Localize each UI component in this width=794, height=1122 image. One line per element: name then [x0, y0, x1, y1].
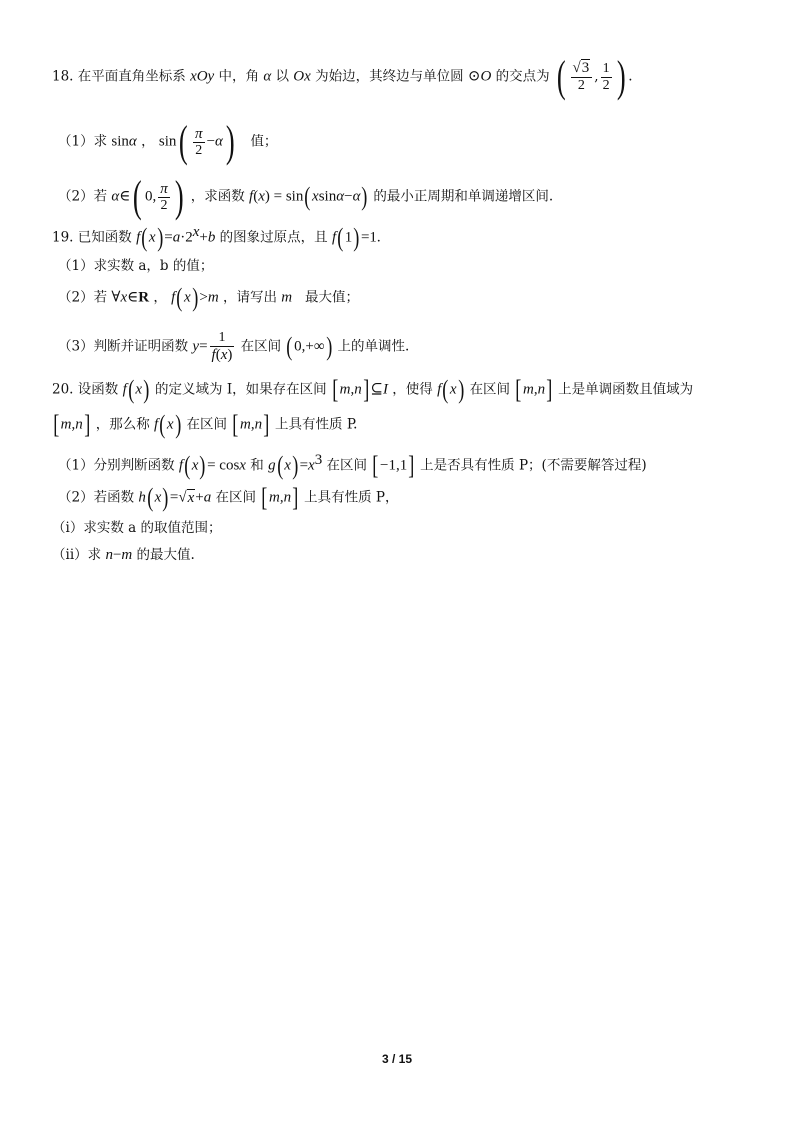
q18-part2: （2）若 α∈( 0, $\frac{\pi}{2}$ ) ，求函数 f(x) = sin(xsinα−α) 的最小正周期和单调递增区间.: [58, 172, 554, 221]
q20-part1: （1）分别判断函数 f(x)= cosx 和 $g(x)=x^3$ 在区间 [−1,1] 上是否具有性质 P；(不需要解答过程): [58, 451, 647, 480]
q20-part2-ii: （ii）求 n−m 的最大值.: [52, 547, 195, 563]
q20-stem-line1: 20. 设函数 f(x) 的定义域为 I，如果存在区间 [m,n]⊆I ，使得 f(x) 在区间 [m,n] 上是单调函数且值域为: [52, 375, 694, 404]
q18-part1: （1）求 sinα ， sin( $\frac{\pi}{2}$ −α) 值；: [58, 117, 278, 166]
q19-part2: （2）若 ∀x∈R ， f(x)>m ，请写出 m 最大值；: [58, 283, 359, 312]
q19-part1: （1）求实数 a，b 的值；: [58, 258, 214, 274]
q19-part3: （3）判断并证明函数 y= $\frac{1}{f(x)}$ 在区间 (0,+∞) 上的单调性.: [58, 330, 410, 363]
q19-stem: 19. 已知函数 $f(x)=a\cdot 2^x+b$ 的图象过原点，且 f(1)=1.: [52, 223, 381, 252]
page-number: 3 / 15: [381, 1052, 413, 1066]
q20-stem-line2: [m,n] ，那么称 f(x) 在区间 [m,n] 上具有性质 P.: [53, 410, 358, 439]
q20-part2-i: （i）求实数 a 的取值范围；: [52, 520, 222, 536]
q20-part2: （2）若函数 h(x)=√x+a 在区间 [m,n] 上具有性质 P，: [58, 483, 399, 512]
q18-stem: 18. 在平面直角坐标系 xOy 中，角 α 以 Ox 为始边，其终边与单位圆 ⊙O 的交点为 ( $\frac{√3}{2}$ , $\frac{1}{2}$ ) .: [52, 52, 633, 101]
